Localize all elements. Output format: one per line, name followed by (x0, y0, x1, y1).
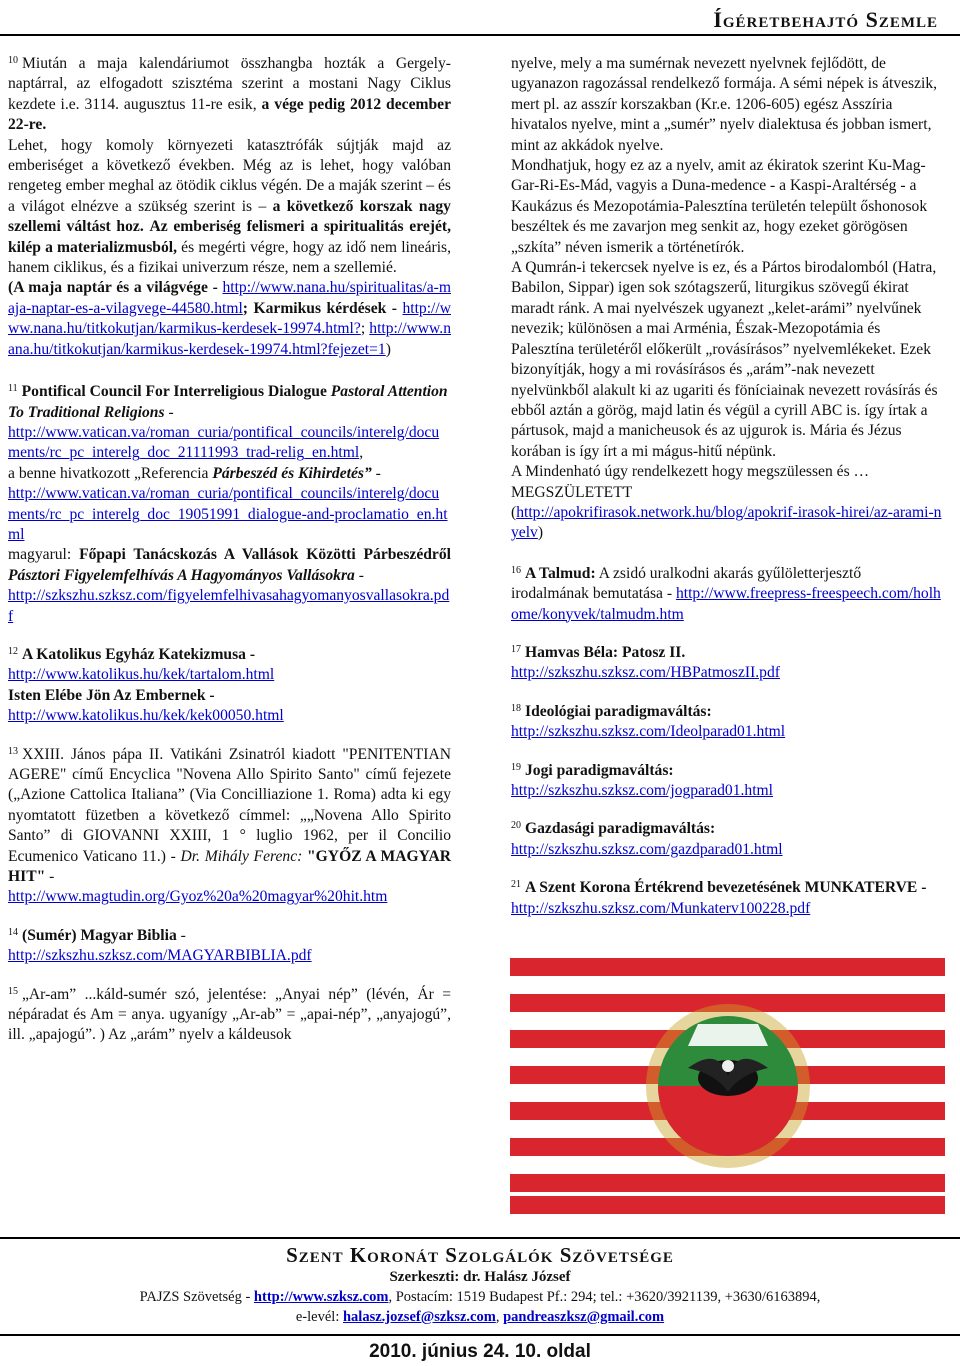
footnote-text: A zsidó uralkodni akarás gyűlöletterjesztő irodalmának bemutatása - (511, 564, 862, 603)
footer-org: Szent Koronát Szolgálók Szövetsége (286, 1243, 674, 1267)
footer-editor: Szerkeszti: dr. Halász József (389, 1269, 571, 1285)
link-figyelemfelhivas[interactable]: http://szkszhu.szksz.com/figyelemfelhivasahagyomanyosvallasokra.pdf (8, 587, 450, 625)
footnote-number: 11 (8, 383, 18, 395)
footnote-text: Lehet, hogy komoly környezeti katasztrófák sújtják majd az emberiséget a következő években. Még az is lehet, hogy valóban rengeteg ember meghal az ötödik ciklus végén. De a maják szerint – és a világot elnézve a szükség szerint is – (8, 136, 451, 215)
link-magyar-biblia[interactable]: http://szkszhu.szksz.com/MAGYARBIBLIA.pdf (8, 947, 312, 965)
link-karmikus-kerdesek[interactable]: http://www.nana.hu/titkokutjan/karmikus-kerdesek-19974.html? (8, 299, 451, 338)
footnote-text: magyarul: (8, 546, 80, 564)
contact-text: PAJZS Szövetség - (139, 1289, 254, 1305)
link-gazdparad[interactable]: http://szkszhu.szksz.com/gazdparad01.html (511, 840, 783, 858)
footer-rule (0, 1237, 960, 1239)
footnote-number: 21 (511, 879, 521, 891)
footnote-21 (511, 878, 942, 919)
footnote-15-continued (511, 54, 942, 544)
footnote-number: 18 (511, 702, 521, 714)
footnote-14 (8, 926, 451, 967)
paragraph: Mondhatjuk, hogy ez az a nyelv, amit az ékiratok szerint Ku-Mag-Gar-Ri-Es-Mád, vagyis a Duna-medence - a Kaspi-Araltérség - a Kaukázus és Mezopotámia-Palesztína területén települt őshonosok beszéltek és me zavarjon meg senkit az, hogy ezeket görögösen „szkíta” néven ismerik a történetírók. (511, 157, 928, 256)
footnote-text: Miután a maja kalendáriumot összhangba hozták a Gergely-naptárral, az elfogadott szisztéma szerint a mostani Nagy Ciklus kezdete i.e. 3114. augusztus 11-re esik, (8, 55, 451, 113)
dash: - (176, 926, 186, 944)
footnote-italic-text: Pásztori Figyelemfelhívás A Hagyományos Vallásokra (8, 566, 355, 584)
footnote-10 (8, 54, 451, 360)
email-link-halasz[interactable]: halasz.jozsef@szksz.com (342, 1309, 496, 1325)
footnote-italic-text: Pastoral Attention To Traditional Religions (8, 383, 448, 421)
link-szksz[interactable]: http://www.szksz.com (253, 1289, 389, 1305)
footnote-12 (8, 645, 451, 727)
footnote-number: 19 (511, 761, 521, 773)
dash: - (45, 868, 55, 886)
footnote-bold-text: A Talmud: (525, 564, 596, 582)
footnote-bold-text: A Szent Korona Értékrend bevezetésének MUNKATERVE - (525, 879, 927, 897)
footnote-bold-text: Pontifical Council For Interreligious Dialogue (21, 383, 331, 401)
paragraph: A Qumrán-i tekercsek nyelve is ez, és a Pártos birodalomból (Hatra, Babilon, Sippar) igen sok szótagszerű, liturgikus szövegű ékirat maradt ránk. A mai nyelvészek ugyanezt „kelet-arámi” nyelvűnek nevezik; különösen a mai Arménia, Észak-Mezopotámia és Palesztína területéről előkerült „rovásírásos” nyelvemlékeket. Ezek bizonyítják, hogy a mi rovásírásos és „arám”-nak nevezett nyelvünkből alakult ki az ugariti és föníciainak nevezett rovásírás és ebből aztán a görög, majd latin és végül a cyrill ABC is. így írtak a pártusok, majd a manicheusok és az ujgurok is. Mária és Jézus korában is így írt a mi mágus-hitű népünk. (511, 259, 938, 460)
link-ideolparad[interactable]: http://szkszhu.szksz.com/Ideolparad01.html (511, 723, 786, 741)
page-header (0, 0, 960, 38)
separator: , (495, 1309, 504, 1325)
footnote-bold-text: Hamvas Béla: Patosz II. (525, 643, 686, 661)
footnote-number: 13 (8, 745, 18, 757)
separator: , (359, 444, 364, 462)
footnote-15 (8, 985, 451, 1046)
link-talmud[interactable]: http://www.freepress-freespeech.com/holhome/konyvek/talmudm.htm (511, 585, 941, 623)
link-karmikus-kerdesek-fejezet[interactable]: http://www.nana.hu/titkokutjan/karmikus-kerdesek-19974.html?fejezet=1 (8, 320, 451, 358)
link-katekizmus[interactable]: http://www.katolikus.hu/kek/tartalom.html (8, 666, 275, 684)
contact-text: , Postacím: 1519 Budapest Pf.: 294; tel.: +3620/3921139, +3630/6163894, (388, 1289, 821, 1305)
link-vatican-dialogue[interactable]: http://www.vatican.va/roman_curia/pontifical_councils/interelg/documents/rc_pc_interelg_doc_19051991_dialogue-and-proclamatio_en.html (8, 485, 448, 543)
footnote-bold-text: (Sumér) Magyar Biblia (22, 926, 177, 944)
footnote-bold-text: Jogi paradigmaváltás: (525, 761, 674, 779)
footnote-bold-text: (A maja naptár és a világvége - (8, 279, 223, 297)
dash: - (164, 403, 174, 421)
email-link-pandrea[interactable]: pandreaszksz@gmail.com (503, 1309, 665, 1325)
footnote-text: és megérti végre, hogy az idő nem lineáris, hanem ciklikus, és a fizikai univerzum része, nem a szellemié. (8, 238, 451, 277)
footnote-11 (8, 382, 451, 627)
paragraph: nyelve, mely a ma sumérnak nevezett nyelvnek fejlődött, de ugyanazon ragozással rendelkező formája. A sémi népek is átveszik, mert pl. az asszír korszakban (Kr.e. 1206-605) egész Asszíria hivatalos nyelve, mint a „sumér” nyelv dialektusa és jobban ismert, mint az akkádok nyelve. (511, 55, 938, 154)
footnote-number: 14 (8, 926, 18, 938)
footnote-number: 12 (8, 645, 18, 657)
link-kek00050[interactable]: http://www.katolikus.hu/kek/kek00050.html (8, 707, 284, 725)
link-apokrif-arami[interactable]: http://apokrifirasok.network.hu/blog/apokrif-irasok-hirei/az-arami-nyelv (511, 503, 942, 542)
footnote-bold-text: Isten Elébe Jön Az Embernek - (8, 686, 215, 704)
footnote-bold-text: Főpapi Tanácskozás A Vallások Közötti Párbeszédről (79, 546, 451, 564)
email-label: e-levél: (295, 1309, 343, 1325)
emblem (646, 1004, 810, 1168)
footnote-17 (511, 643, 942, 684)
footnote-number: 15 (8, 985, 18, 997)
paren: ) (537, 524, 544, 542)
footnote-text: „Ar-am” ...káld-sumér szó, jelentése: „Anyai nép” (lévén, Ár = népáradat és Am = anya. ugyanígy „Ar-ab” = „apai-nép”, „anyajogú”, ill. „apajogú”. ) Az „arám” nyelv a káldeusok (8, 985, 451, 1044)
footnote-13 (8, 745, 451, 908)
link-hbpatmosz[interactable]: http://szkszhu.szksz.com/HBPatmoszII.pdf (511, 664, 780, 682)
link-vatican-trad-religions[interactable]: http://www.vatican.va/roman_curia/pontifical_councils/interelg/documents/rc_pc_interelg_doc_21111993_trad-relig_en.html (8, 423, 440, 462)
footnote-bold-text: Az emberiség felismeri a spiritualitás erejét, kilép a materializmusból, (8, 218, 451, 256)
link-munkaterv[interactable]: http://szkszhu.szksz.com/Munkaterv100228.pdf (511, 899, 811, 917)
footnote-text: XXIII. János pápa II. Vatikáni Zsinatról kiadott "PENITENTIAN AGERE" című Encyclica "Novena Allo Spirito Santo" című fejezete („Azione Cattolica Italiana” (Via Concilliazione 1. Roma) adta ki egy nyomtatott füzetben a következő címmel: „„Novena Allo Spirito Santo” di GIOVANNI XXIII, 1 ° luglio 1962, per il Concilio Ecumenico Vaticano 11.) - (8, 745, 451, 865)
header-rule (0, 34, 960, 36)
left-column (8, 54, 451, 1060)
paren: ( (511, 503, 517, 521)
page-footer (0, 1237, 960, 1366)
link-jogparad[interactable]: http://szkszhu.szksz.com/jogparad01.html (511, 782, 774, 799)
flag-emblem-icon (510, 958, 945, 1214)
separator: ; (360, 320, 366, 338)
link-maja-naptar[interactable]: http://www.nana.hu/spiritualitas/a-maja-naptar-es-a-vilagvege-44580.html (8, 279, 451, 317)
footnote-19 (511, 761, 942, 802)
footnote-bold-text: "GYŐZ A MAGYAR HIT" (8, 847, 451, 886)
footnote-16 (511, 564, 942, 625)
footnote-text: ) (385, 340, 391, 358)
footnote-20 (511, 819, 942, 860)
footnote-bold-text: a következő korszak nagy szellemi váltást hoz. (8, 197, 451, 236)
footnote-bold-text: Ideológiai paradigmaváltás: (525, 702, 712, 720)
link-magtudin-gyoz[interactable]: http://www.magtudin.org/Gyoz%20a%20magyar%20hit.htm (8, 888, 388, 906)
footnote-bold-text: ; Karmikus kérdések - (242, 299, 403, 317)
footnote-bold-text: Gazdasági paradigmaváltás: (525, 820, 716, 838)
footnote-text: a benne hivatkozott „Referencia (8, 464, 213, 482)
footnote-italic-text: Párbeszéd és Kihirdetés” (212, 464, 372, 482)
footer-rule-2 (0, 1334, 960, 1336)
journal-title: Ígéretbehajtó Szemle (713, 7, 938, 32)
dash: - (371, 464, 381, 482)
footnote-number: 20 (511, 820, 521, 832)
right-column (511, 54, 942, 933)
paragraph: A Mindenható úgy rendelkezett hogy megszülessen és … MEGSZÜLETETT (511, 463, 870, 501)
footnote-bold-text: A Katolikus Egyház Katekizmusa - (22, 645, 256, 663)
footnote-number: 17 (511, 643, 521, 655)
footer-email (0, 1309, 960, 1326)
footnote-bold-text: a vége pedig 2012 december 22-re. (8, 95, 451, 134)
footnote-18 (511, 702, 942, 743)
footnote-italic-text: Dr. Mihály Ferenc: (180, 847, 303, 865)
dash: - (354, 566, 364, 584)
footer-contact (0, 1289, 960, 1306)
page-number: 2010. június 24. 10. oldal (369, 1341, 591, 1362)
footnote-number: 16 (511, 564, 521, 576)
footnote-number: 10 (8, 55, 18, 66)
